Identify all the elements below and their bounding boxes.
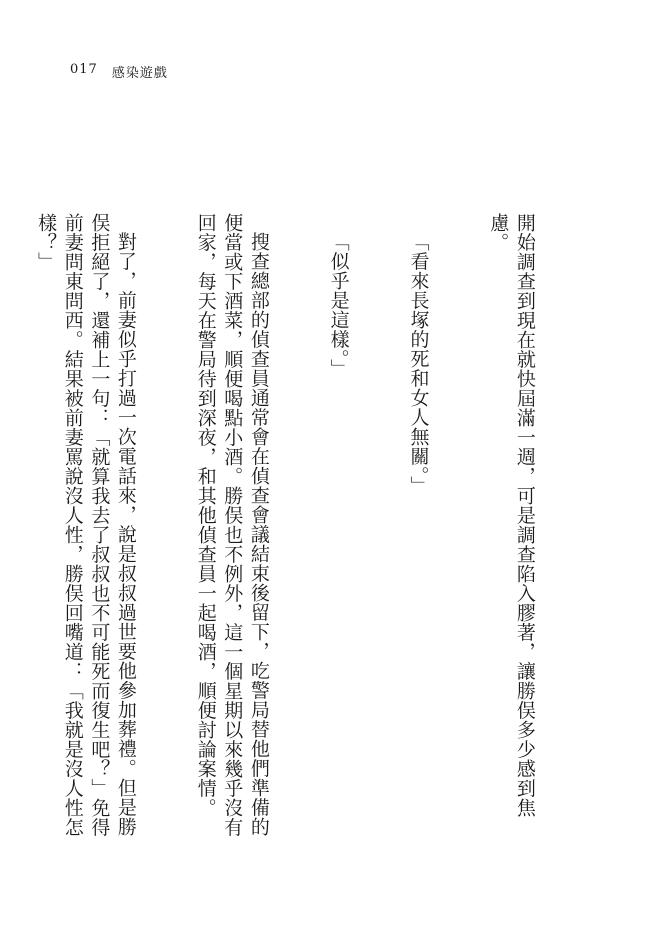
body-text [0, 213, 591, 843]
paragraph: 「看來長塚的死和女人無關。」 [407, 232, 430, 496]
paragraph: 開始調查到現在就快屆滿一週，可是調查陷入膠著，讓勝俣多少感到焦慮。 [487, 213, 536, 818]
page-header [70, 62, 168, 81]
paragraph: 搜查總部的偵查員通常會在偵查會議結束後留下，吃警局替他們準備的便當或下酒菜，順便喝點小酒。勝俣也不例外，這一個星期以來幾乎沒有回家，每天在警局待到深夜，和其他偵查員一起喝酒，順便討論案情。 [194, 213, 270, 837]
paragraph: 「似乎是這樣。」 [327, 232, 350, 379]
paragraph: 對了，前妻似乎打過一次電話來，說是叔叔過世要他參加葬禮。但是勝俣拒絕了，還補上一句：「就算我去了叔叔也不可能死而復生吧？」免得前妻問東問西。結果被前妻罵說沒人性，勝俣回嘴道：「我就是沒人性怎樣？」 [35, 213, 137, 837]
book-title: 感染遊戲 [111, 66, 168, 81]
page-number: 017 [70, 62, 98, 77]
